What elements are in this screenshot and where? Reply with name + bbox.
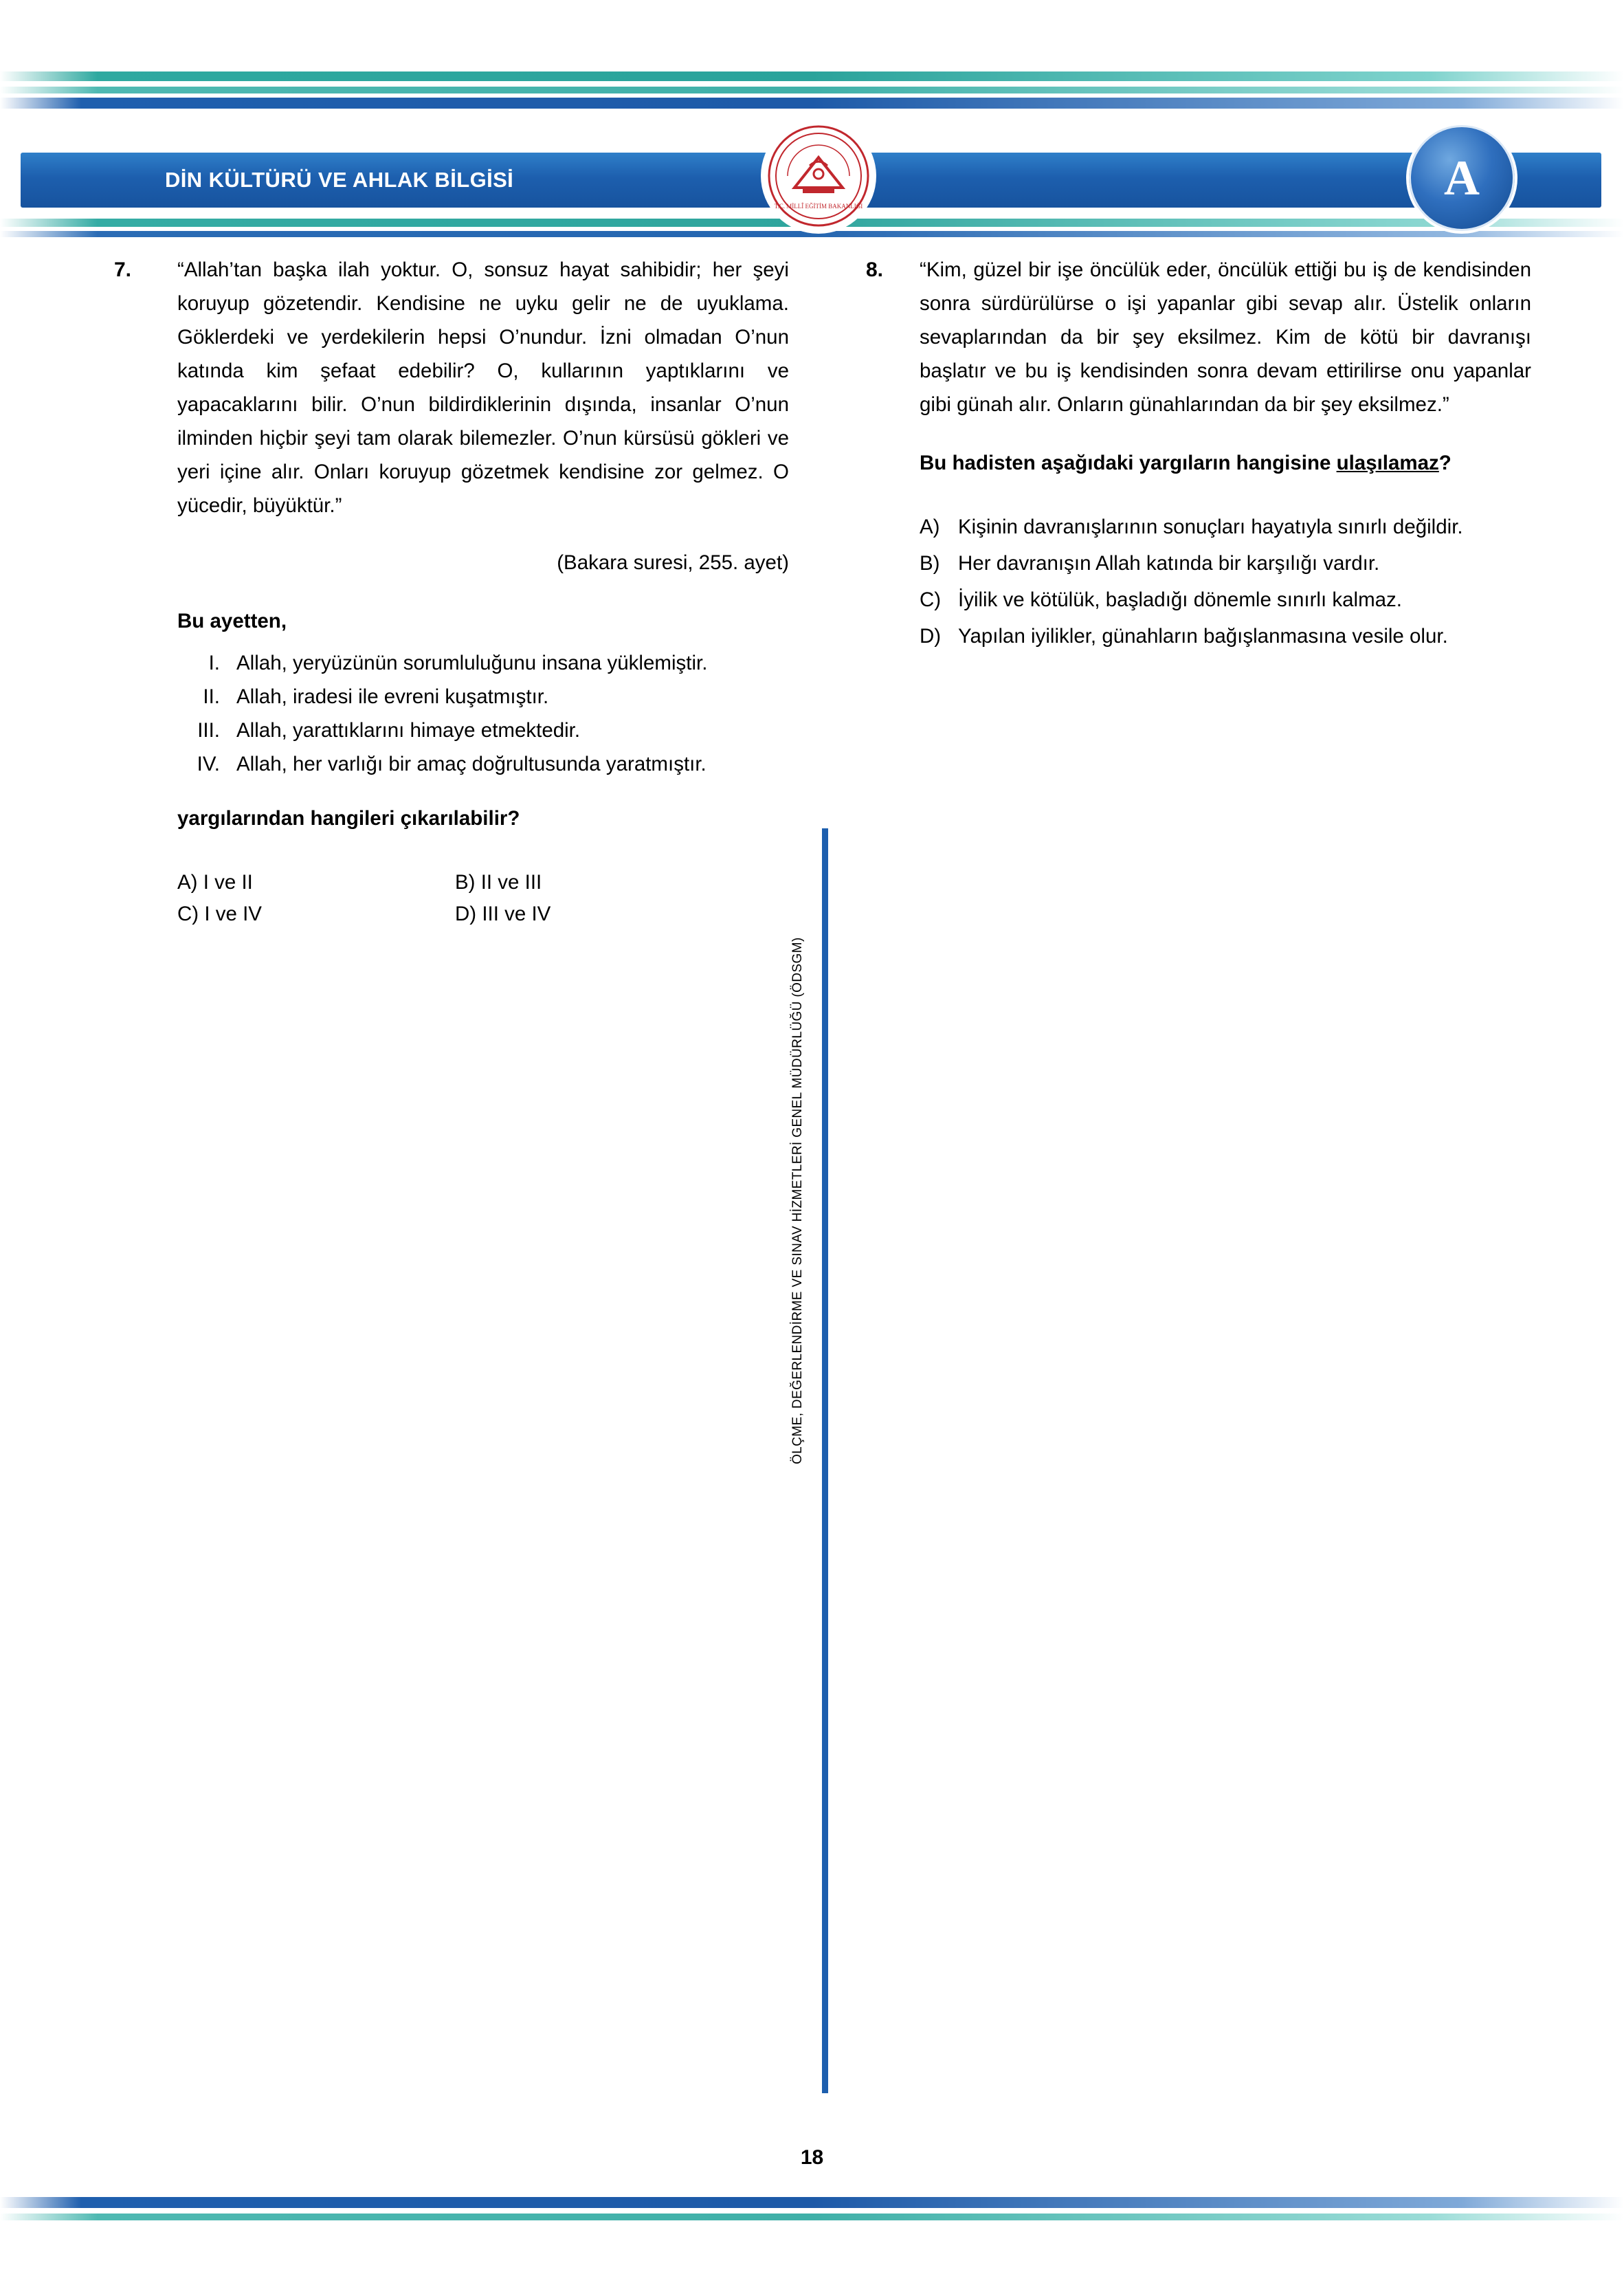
- list-item: [177, 747, 789, 781]
- left-column: [114, 253, 789, 934]
- option-b-text: Her davranışın Allah katında bir karşılığı vardır.: [958, 552, 1380, 575]
- option-a[interactable]: [920, 510, 1531, 544]
- meb-logo-icon: [761, 118, 876, 234]
- roman-numeral: II.: [203, 685, 220, 708]
- list-item: [177, 714, 789, 747]
- question-8-prompt-part1: Bu hadisten aşağıdaki yargıların hangisine: [920, 452, 1337, 474]
- option-c[interactable]: C) I ve IV: [177, 903, 262, 925]
- roman-item-text: Allah, iradesi ile evreni kuşatmıştır.: [236, 685, 549, 708]
- question-8-passage: “Kim, güzel bir işe öncülük eder, öncülük ettiği bu iş de kendisinden sonra sürdürülürse o işi yapanlar gibi sevap alır. Üstelik onların sevaplarından da bir şey eksilmez. Kim de kötü bir davranışı başlatır ve bu iş kendisinden sonra devam ettirilirse onu yapanlar gibi günah alır. Onların günahlarından da bir şey eksilmez.”: [920, 258, 1531, 416]
- question-7-roman-list: [177, 646, 789, 781]
- svg-text:T.C. MİLLÎ EĞİTİM BAKANLIĞI: T.C. MİLLÎ EĞİTİM BAKANLIĞI: [774, 203, 863, 210]
- band-blue-top: [0, 98, 1624, 109]
- footer-band-teal: [0, 2214, 1624, 2220]
- option-c[interactable]: [920, 583, 1531, 617]
- question-7-lead: Bu ayetten,: [177, 610, 287, 632]
- option-c-text: İyilik ve kötülük, başladığı dönemle sınırlı kalmaz.: [958, 588, 1403, 611]
- question-7: [114, 253, 789, 934]
- roman-numeral: I.: [208, 652, 220, 674]
- question-7-options: [177, 865, 789, 934]
- option-a-text: Kişinin davranışlarının sonuçları hayatıyla sınırlı değildir.: [958, 516, 1463, 538]
- option-b[interactable]: B) II ve III: [455, 871, 542, 894]
- question-8-prompt-part2: ?: [1438, 452, 1451, 474]
- booklet-letter-badge: [1409, 125, 1515, 231]
- roman-item-text: Allah, yeryüzünün sorumluluğunu insana yüklemiştir.: [236, 652, 708, 674]
- roman-numeral: III.: [197, 719, 220, 742]
- top-decorative-bands: [0, 0, 1624, 137]
- question-8-number: 8.: [866, 258, 884, 281]
- page-number: 18: [800, 2146, 824, 2169]
- option-d[interactable]: [920, 619, 1531, 653]
- option-b-letter: B): [920, 552, 940, 575]
- option-d-letter: D): [920, 625, 942, 648]
- question-7-number: 7.: [114, 258, 132, 281]
- footer-band-blue: [0, 2197, 1624, 2208]
- question-7-passage: “Allah’tan başka ilah yoktur. O, sonsuz hayat sahibidir; her şeyi koruyup gözetendir. Kendisine ne uyku gelir ne de uyuklama. Göklerdeki ve yerdekilerin hepsi O’nundur. İzni olmadan O’nun katında kim şefaat edebilir? O, kullarının yaptıklarını ve yapacaklarını bilir. O’nun bildirdiklerinin dışında, insanlar O’nun ilminden hiçbir şeyi tam olarak bilemezler. O’nun kürsüsü gökleri ve yeri içine alır. Onları koruyup gözetmek kendisine zor gelmez. O yücedir, büyüktür.”: [177, 258, 789, 517]
- question-8-options: [920, 510, 1531, 653]
- question-8: [866, 253, 1531, 653]
- band-teal-top: [0, 71, 1624, 81]
- question-7-attribution: (Bakara suresi, 255. ayet): [557, 551, 789, 574]
- option-b[interactable]: [920, 547, 1531, 580]
- roman-item-text: Allah, her varlığı bir amaç doğrultusunda yaratmıştır.: [236, 753, 707, 775]
- question-8-prompt-emphasis: ulaşılamaz: [1336, 452, 1439, 474]
- band-teal-second: [0, 87, 1624, 93]
- option-c-letter: C): [920, 588, 942, 611]
- question-7-prompt: yargılarından hangileri çıkarılabilir?: [177, 807, 520, 830]
- page-title: DİN KÜLTÜRÜ VE AHLAK BİLGİSİ: [165, 168, 514, 192]
- list-item: [177, 680, 789, 714]
- option-d-text: Yapılan iyilikler, günahların bağışlanmasına vesile olur.: [958, 625, 1448, 648]
- option-a-letter: A): [920, 516, 940, 538]
- question-8-prompt: [920, 446, 1531, 480]
- list-item: [177, 646, 789, 680]
- booklet-letter: A: [1444, 151, 1480, 206]
- roman-numeral: IV.: [197, 753, 220, 775]
- issuing-authority-vertical-text: ÖLÇME, DEĞERLENDİRME VE SINAV HİZMETLERİ GENEL MÜDÜRLÜĞÜ (ÖDSGM): [790, 937, 805, 1464]
- option-a[interactable]: A) I ve II: [177, 871, 253, 894]
- roman-item-text: Allah, yarattıklarını himaye etmektedir.: [236, 719, 581, 742]
- right-column: [866, 253, 1531, 674]
- option-d[interactable]: D) III ve IV: [455, 903, 551, 925]
- column-divider: [822, 828, 828, 2093]
